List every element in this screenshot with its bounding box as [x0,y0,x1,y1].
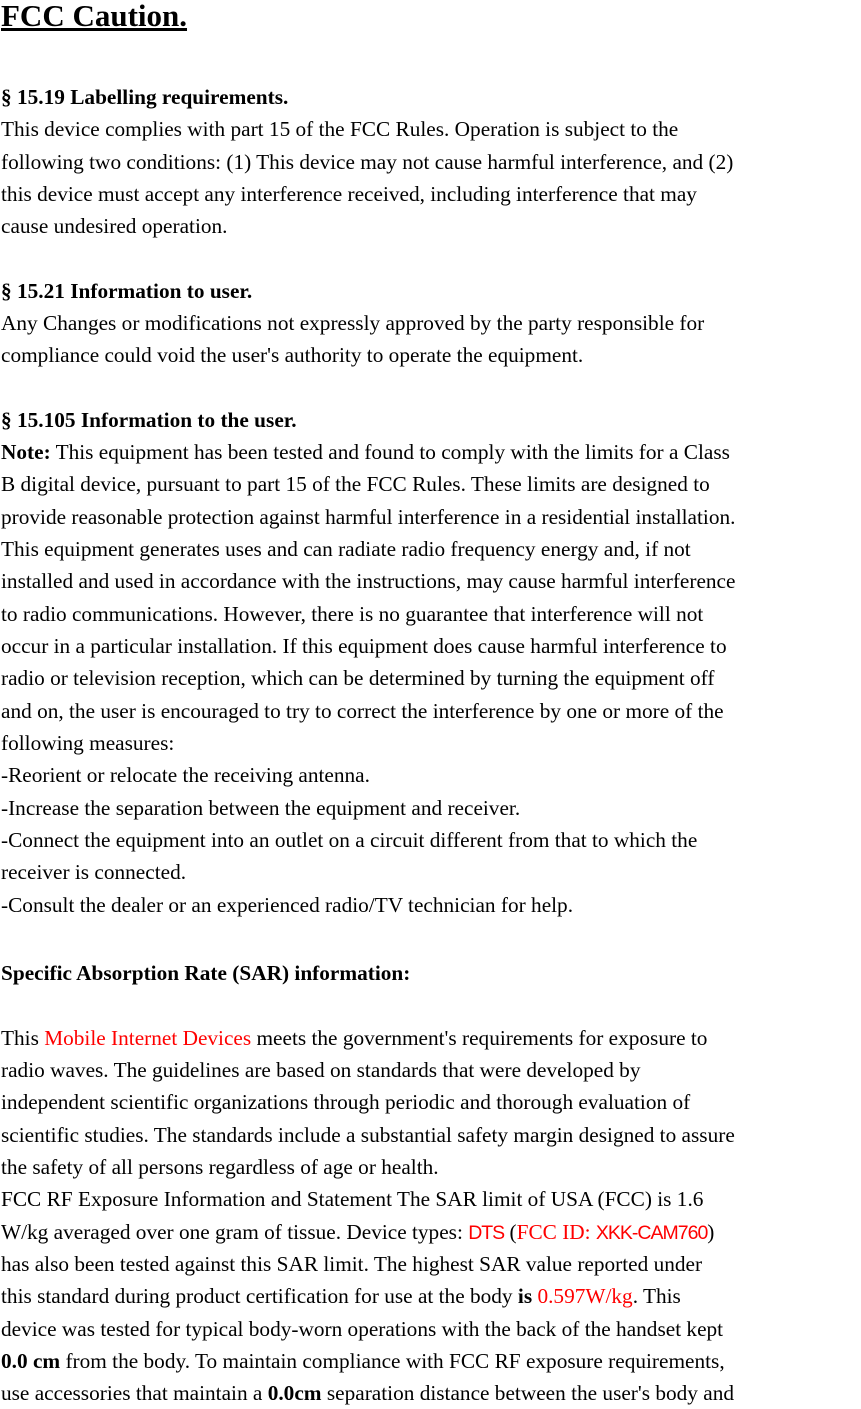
section-heading-15-21: § 15.21 Information to user. [1,279,253,303]
paragraph-line [1,1022,707,1054]
paragraph-line: B digital device, pursuant to part 15 of the FCC Rules. These limits are designed to [1,472,710,496]
paragraph-line: This device complies with part 15 of the FCC Rules. Operation is subject to the [1,117,679,141]
text-run: use accessories that maintain a [1,1381,268,1405]
section-heading-15-105: § 15.105 Information to the user. [1,408,297,432]
paragraph-line: provide reasonable protection against harmful interference in a residential installation. [1,505,736,529]
note-line [1,436,730,468]
fcc-id-value: XKK-CAM760 [595,1222,708,1244]
paragraph-line: cause undesired operation. [1,214,228,238]
text-run: W/kg averaged over one gram of tissue. Device types: [1,1220,469,1244]
paragraph-line [1,1216,714,1248]
paragraph-line: scientific studies. The standards include a substantial safety margin designed to assure [1,1123,735,1147]
paragraph-line [1,1280,681,1312]
sar-value: 0.597W/kg [537,1284,633,1308]
measure-item: -Reorient or relocate the receiving antenna. [1,763,370,787]
text-run: ( [504,1220,517,1244]
paragraph-line: and on, the user is encouraged to try to correct the interference by one or more of the [1,699,724,723]
paragraph-line [1,1377,734,1409]
section-heading-15-19: § 15.19 Labelling requirements. [1,85,289,109]
paragraph-line: the safety of all persons regardless of age or health. [1,1155,439,1179]
note-text: This equipment has been tested and found to comply with the limits for a Class [50,440,730,464]
text-run: separation distance between the user's body and [321,1381,735,1405]
fcc-id-label: FCC ID: [516,1220,596,1244]
measure-item: -Connect the equipment into an outlet on a circuit different from that to which the [1,828,698,852]
paragraph-line [1,1345,725,1377]
paragraph-line: occur in a particular installation. If this equipment does cause harmful interference to [1,634,727,658]
paragraph-line: radio or television reception, which can be determined by turning the equipment off [1,666,715,690]
text-run: . This [632,1284,681,1308]
text-run: from the body. To maintain compliance with FCC RF exposure requirements, [60,1349,725,1373]
paragraph-line: independent scientific organizations through periodic and thorough evaluation of [1,1090,691,1114]
paragraph-line: this device must accept any interference received, including interference that may [1,182,697,206]
paragraph-line: This equipment generates uses and can radiate radio frequency energy and, if not [1,537,691,561]
text-run: ) [707,1220,715,1244]
device-category: Mobile Internet Devices [44,1026,252,1050]
paragraph-line: device was tested for typical body-worn operations with the back of the handset kept [1,1317,724,1341]
paragraph-line: to radio communications. However, there is no guarantee that interference will not [1,602,704,626]
note-label: Note: [1,440,51,464]
paragraph-line: Any Changes or modifications not expressly approved by the party responsible for [1,311,705,335]
section-heading-sar: Specific Absorption Rate (SAR) information: [1,961,411,985]
text-run: This [1,1026,45,1050]
device-type: DTS [468,1222,505,1244]
text-run: meets the government's requirements for exposure to [251,1026,708,1050]
paragraph-line: radio waves. The guidelines are based on standards that were developed by [1,1058,641,1082]
distance-value: 0.0 cm [1,1349,61,1373]
page-title: FCC Caution. [1,0,188,33]
measure-item: -Consult the dealer or an experienced radio/TV technician for help. [1,893,574,917]
text-run: is [517,1284,533,1308]
paragraph-line: installed and used in accordance with the instructions, may cause harmful interference [1,569,736,593]
paragraph-line: compliance could void the user's authority to operate the equipment. [1,343,584,367]
distance-value: 0.0cm [267,1381,322,1405]
paragraph-line: has also been tested against this SAR limit. The highest SAR value reported under [1,1252,703,1276]
paragraph-line: following two conditions: (1) This device may not cause harmful interference, and (2) [1,150,734,174]
measure-item: -Increase the separation between the equipment and receiver. [1,796,521,820]
paragraph-line: following measures: [1,731,175,755]
paragraph-line: FCC RF Exposure Information and Statement The SAR limit of USA (FCC) is 1.6 [1,1187,704,1211]
measure-item: receiver is connected. [1,860,187,884]
text-run: this standard during product certification for use at the body [1,1284,518,1308]
